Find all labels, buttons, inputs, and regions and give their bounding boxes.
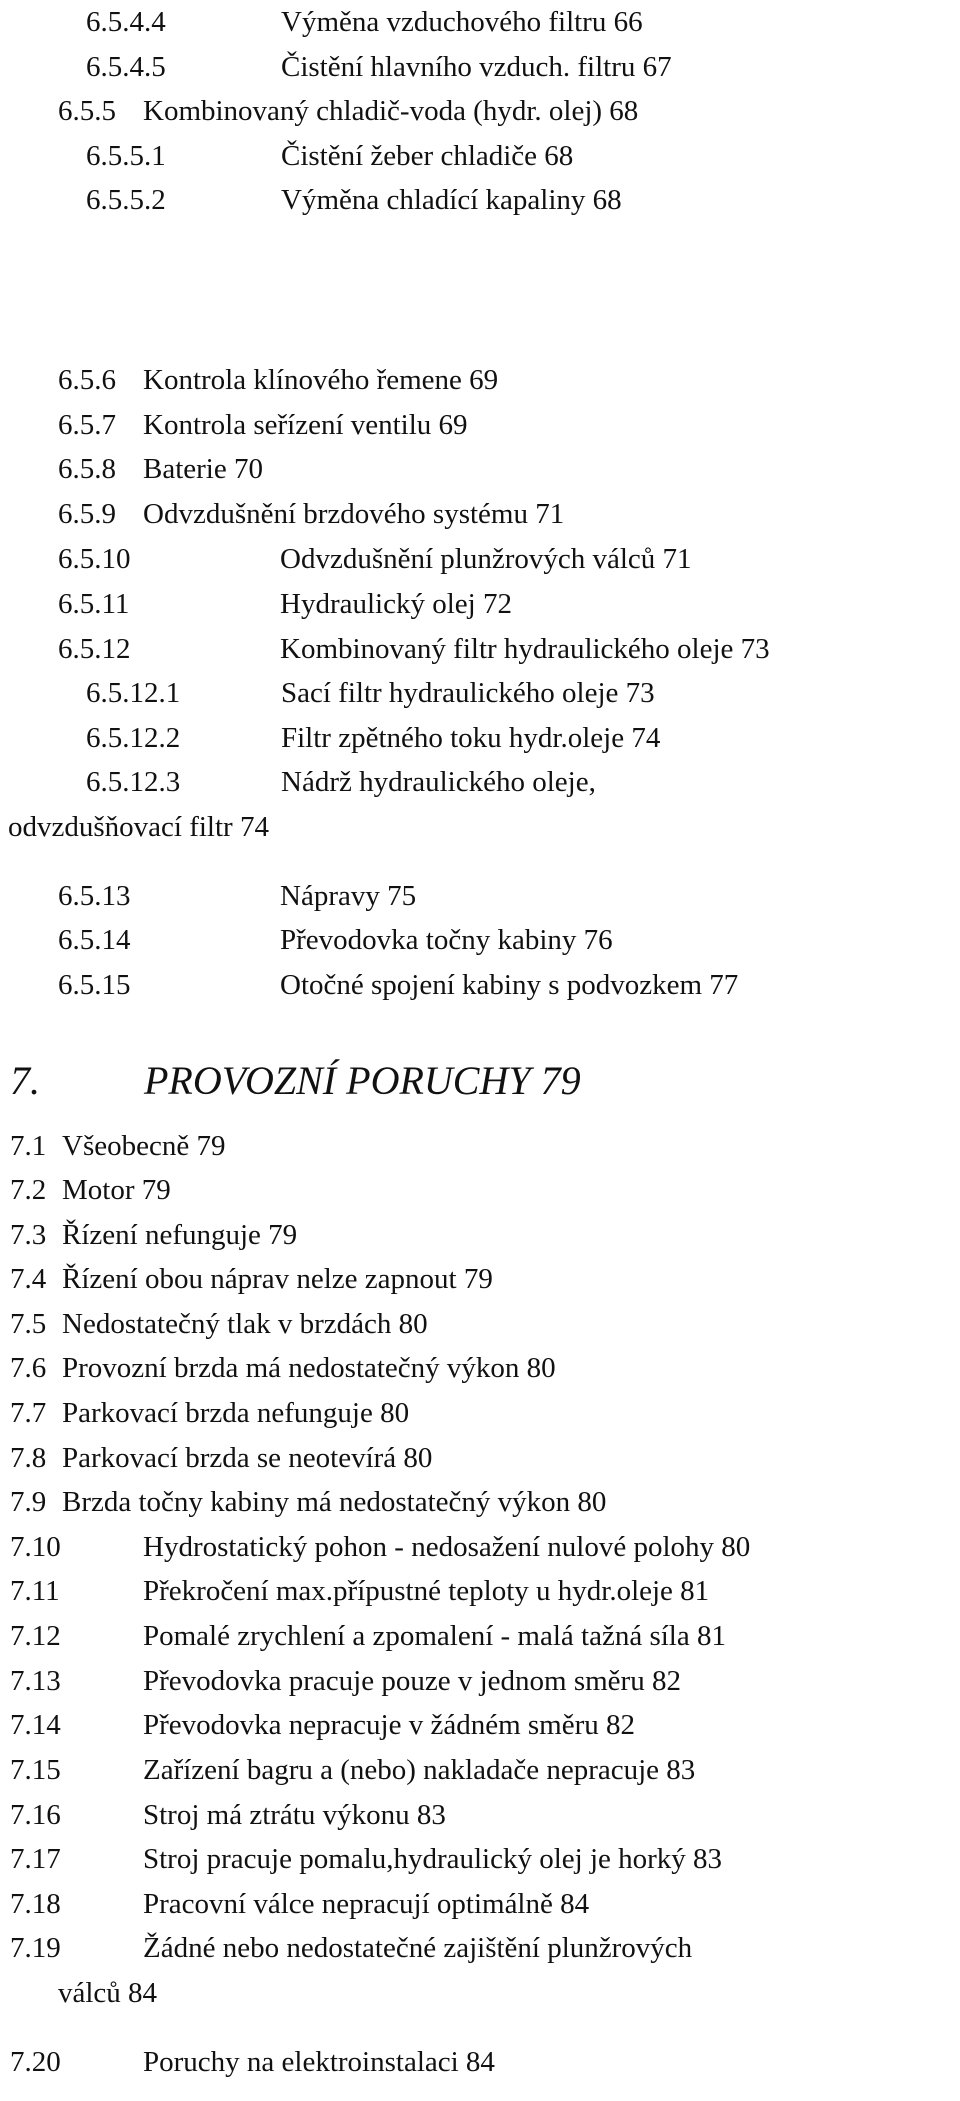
toc-entry[interactable] xyxy=(58,403,468,447)
toc-entry-title: Stroj pracuje pomalu,hydraulický olej je horký 83 xyxy=(143,1843,723,1875)
toc-entry-title: Převodovka nepracuje v žádném směru 82 xyxy=(143,1709,636,1741)
chapter-title: PROVOZNÍ PORUCHY 79 xyxy=(144,1058,581,1103)
toc-entry[interactable] xyxy=(10,1837,722,1881)
toc-entry-number: 6.5.7 xyxy=(58,409,116,441)
toc-entry-number: 7.7 xyxy=(10,1397,47,1429)
toc-entry[interactable] xyxy=(10,1124,225,1168)
toc-entry[interactable] xyxy=(58,492,564,536)
toc-entry-continuation: odvzdušňovací filtr 74 xyxy=(8,811,269,843)
toc-entry-title: Kombinovaný chladič-voda (hydr. olej) 68 xyxy=(143,95,639,127)
toc-entry-number: 7.3 xyxy=(10,1219,47,1251)
toc-entry[interactable] xyxy=(10,1213,297,1257)
toc-entry-title: Kontrola seřízení ventilu 69 xyxy=(143,409,468,441)
toc-entry[interactable] xyxy=(58,963,738,1007)
toc-entry-title: Pomalé zrychlení a zpomalení - malá tažná síla 81 xyxy=(143,1620,726,1652)
toc-entry-title: Výměna vzduchového filtru 66 xyxy=(281,6,643,38)
toc-entry-title: Baterie 70 xyxy=(143,453,263,485)
toc-entry-number: 6.5.6 xyxy=(58,364,116,396)
toc-entry-number: 7.9 xyxy=(10,1486,47,1518)
toc-entry[interactable] xyxy=(86,45,672,89)
toc-entry-title: Sací filtr hydraulického oleje 73 xyxy=(281,677,655,709)
toc-entry-number: 7.11 xyxy=(10,1575,60,1607)
toc-entry-number: 6.5.4.4 xyxy=(86,6,166,38)
toc-entry[interactable] xyxy=(58,358,498,402)
toc-entry-title: Brzda točny kabiny má nedostatečný výkon 80 xyxy=(62,1486,607,1518)
toc-entry-title: Motor 79 xyxy=(62,1174,171,1206)
toc-entry-number: 6.5.8 xyxy=(58,453,116,485)
toc-entry-number: 7.10 xyxy=(10,1531,61,1563)
toc-entry-number: 6.5.5 xyxy=(58,95,116,127)
toc-entry-title: Kombinovaný filtr hydraulického oleje 73 xyxy=(280,633,770,665)
toc-entry-number: 7.14 xyxy=(10,1709,61,1741)
toc-entry[interactable] xyxy=(58,537,692,581)
toc-entry-number: 7.4 xyxy=(10,1263,47,1295)
toc-entry[interactable] xyxy=(58,447,263,491)
toc-entry[interactable] xyxy=(86,0,643,44)
toc-entry-number: 6.5.13 xyxy=(58,880,131,912)
toc-entry-continuation: válců 84 xyxy=(58,1977,158,2009)
toc-entry[interactable] xyxy=(10,1168,171,1212)
toc-entry-title: Pracovní válce nepracují optimálně 84 xyxy=(143,1888,590,1920)
toc-entry-number: 6.5.14 xyxy=(58,924,131,956)
toc-entry[interactable] xyxy=(10,1748,695,1792)
toc-entry[interactable] xyxy=(86,134,573,178)
toc-entry-title: Řízení obou náprav nelze zapnout 79 xyxy=(62,1263,493,1295)
toc-entry[interactable] xyxy=(58,874,416,918)
toc-entry-title: Provozní brzda má nedostatečný výkon 80 xyxy=(62,1352,556,1384)
toc-entry-number: 6.5.5.2 xyxy=(86,184,166,216)
toc-entry-number: 7.18 xyxy=(10,1888,61,1920)
toc-entry[interactable] xyxy=(10,1882,589,1926)
toc-entry[interactable] xyxy=(58,582,512,626)
toc-entry-number: 7.20 xyxy=(10,2046,61,2078)
toc-entry[interactable] xyxy=(58,918,613,962)
toc-entry-title: Hydraulický olej 72 xyxy=(280,588,512,620)
toc-entry[interactable] xyxy=(10,1391,409,1435)
toc-entry-title: Žádné nebo nedostatečné zajištění plunžrových xyxy=(143,1932,693,1964)
toc-entry[interactable] xyxy=(10,1436,432,1480)
toc-entry-title: Zařízení bagru a (nebo) nakladače nepracuje 83 xyxy=(143,1754,696,1786)
toc-entry-number: 7.5 xyxy=(10,1308,47,1340)
toc-entry-number: 7.12 xyxy=(10,1620,61,1652)
toc-entry[interactable] xyxy=(86,716,660,760)
toc-entry-number: 7.1 xyxy=(10,1130,47,1162)
toc-entry-number: 7.19 xyxy=(10,1932,61,1964)
toc-entry[interactable] xyxy=(58,89,638,133)
toc-entry-number: 7.15 xyxy=(10,1754,61,1786)
toc-entry-title: Stroj má ztrátu výkonu 83 xyxy=(143,1799,446,1831)
toc-entry-title: Parkovací brzda se neotevírá 80 xyxy=(62,1442,433,1474)
toc-entry[interactable] xyxy=(10,1569,709,1613)
toc-entry-title: Nápravy 75 xyxy=(280,880,417,912)
toc-entry-title: Nedostatečný tlak v brzdách 80 xyxy=(62,1308,428,1340)
toc-entry-title: Otočné spojení kabiny s podvozkem 77 xyxy=(280,969,739,1001)
toc-entry-number: 7.8 xyxy=(10,1442,47,1474)
toc-entry-number: 6.5.11 xyxy=(58,588,130,620)
toc-entry[interactable] xyxy=(10,1659,681,1703)
toc-entry-number: 6.5.15 xyxy=(58,969,131,1001)
toc-entry-number: 6.5.9 xyxy=(58,498,116,530)
toc-entry[interactable] xyxy=(10,1525,750,1569)
toc-entry-number: 6.5.10 xyxy=(58,543,131,575)
toc-entry-number: 6.5.12.3 xyxy=(86,766,181,798)
toc-entry[interactable] xyxy=(10,1614,726,1658)
toc-entry-number: 6.5.12.1 xyxy=(86,677,181,709)
toc-entry-title: Převodovka pracuje pouze v jednom směru 82 xyxy=(143,1665,681,1697)
chapter-number: 7. xyxy=(10,1058,40,1103)
toc-entry[interactable] xyxy=(86,178,622,222)
toc-entry-title: Odvzdušnění brzdového systému 71 xyxy=(143,498,565,530)
toc-entry[interactable] xyxy=(58,627,770,671)
toc-entry[interactable] xyxy=(10,1926,692,1970)
toc-entry-title: Nádrž hydraulického oleje, xyxy=(281,766,596,798)
toc-entry-title: Čistění žeber chladiče 68 xyxy=(281,140,574,172)
toc-entry-title: Čistění hlavního vzduch. filtru 67 xyxy=(281,51,672,83)
toc-entry-title: Filtr zpětného toku hydr.oleje 74 xyxy=(281,722,661,754)
toc-entry-title: Poruchy na elektroinstalaci 84 xyxy=(143,2046,495,2078)
toc-entry[interactable] xyxy=(86,671,655,715)
toc-entry[interactable] xyxy=(10,1703,635,1747)
toc-entry-title: Odvzdušnění plunžrových válců 71 xyxy=(280,543,692,575)
toc-entry-title: Parkovací brzda nefunguje 80 xyxy=(62,1397,410,1429)
toc-entry[interactable] xyxy=(10,1793,446,1837)
toc-entry-title: Řízení nefunguje 79 xyxy=(62,1219,298,1251)
toc-entry-number: 7.17 xyxy=(10,1843,61,1875)
toc-entry-number: 6.5.5.1 xyxy=(86,140,166,172)
toc-entry-title: Hydrostatický pohon - nedosažení nulové polohy 80 xyxy=(143,1531,751,1563)
toc-entry[interactable] xyxy=(10,1302,428,1346)
toc-entry-title: Převodovka točny kabiny 76 xyxy=(280,924,613,956)
toc-entry[interactable] xyxy=(10,2040,495,2084)
toc-entry[interactable] xyxy=(10,1480,606,1524)
toc-entry-title: Všeobecně 79 xyxy=(62,1130,226,1162)
toc-entry-title: Výměna chladící kapaliny 68 xyxy=(281,184,622,216)
toc-entry[interactable] xyxy=(10,1346,556,1390)
chapter-heading[interactable] xyxy=(10,1056,581,1106)
toc-entry-number: 6.5.12.2 xyxy=(86,722,181,754)
toc-entry[interactable] xyxy=(10,1257,493,1301)
toc-entry-number: 6.5.12 xyxy=(58,633,131,665)
toc-entry-title: Překročení max.přípustné teploty u hydr.oleje 81 xyxy=(143,1575,710,1607)
toc-entry-number: 7.2 xyxy=(10,1174,47,1206)
toc-entry-number: 7.13 xyxy=(10,1665,61,1697)
toc-entry[interactable] xyxy=(86,760,596,804)
toc-entry-number: 7.6 xyxy=(10,1352,47,1384)
toc-entry-number: 7.16 xyxy=(10,1799,61,1831)
toc-entry-title: Kontrola klínového řemene 69 xyxy=(143,364,499,396)
toc-entry-number: 6.5.4.5 xyxy=(86,51,166,83)
